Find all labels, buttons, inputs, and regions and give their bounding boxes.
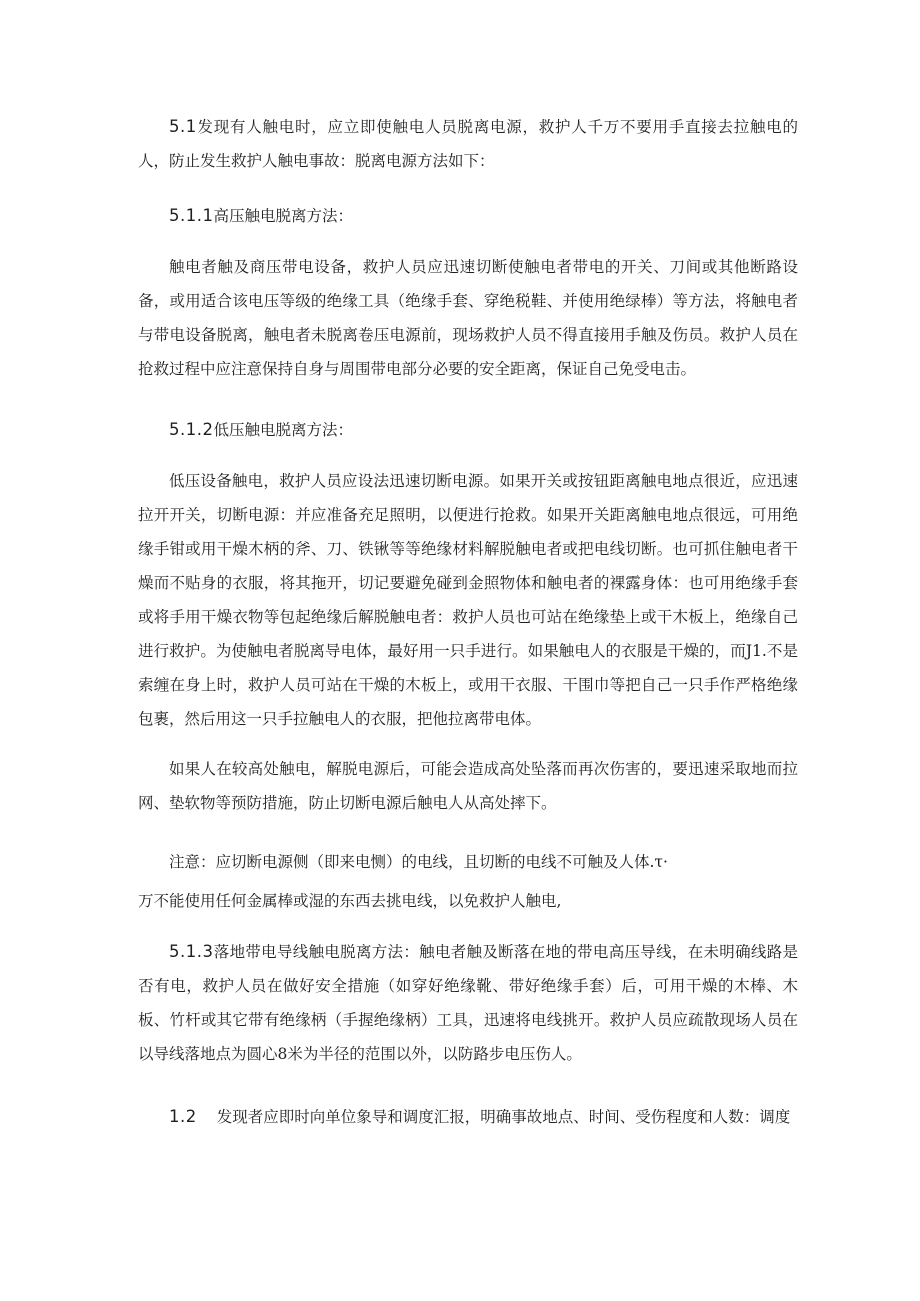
paragraph-text: 发现有人触电时，应立即使触电人员脱离电源，救护人千万不要用手直接去拉触电的人，防止发生救护人触电事故：脱离电源方法如下： — [138, 118, 798, 170]
section-number: 5.1.1 — [169, 206, 214, 225]
paragraph-5-1 — [138, 110, 798, 178]
paragraph-text: 如果人在较高处触电，解脱电源后，可能会造成高处坠落而再次伤害的，要迅速采取地而拉网、垫软物等预防措施，防止切断电源后触电人从高处摔下。 — [138, 760, 798, 812]
heading-5-1-2 — [138, 413, 798, 447]
paragraph-height — [138, 752, 798, 820]
heading-5-1-1 — [138, 199, 798, 233]
paragraph-text: 触电者触及商压带电设备，救护人员应迅速切断使触电者带电的开关、刀间或其他断路设备，或用适合该电压等级的绝缘工具（绝缘手套、穿绝税鞋、并使用绝绿棒）等方法，将触电者与带电设备脱离，触电者未脱离卷压电源前，现场救护人员不得直接用手触及伤员。救护人员在抢救过程中应注意保持自身与周围带电部分必要的安全距离，保证自己免受电击。 — [138, 258, 798, 378]
paragraph-low-voltage — [138, 464, 798, 736]
paragraph-text: 发现者应即时向单位象导和调度汇报，明确事故地点、时间、受伤程度和人数：调度 — [216, 1108, 791, 1126]
paragraph-text: 低压设备触电，救护人员应设法迅速切断电源。如果开关或按钮距离触电地点很近，应迅速拉开开关，切断电源：并应准备充足照明，以便进行抢救。如果开关距离触电地点很远，可用绝缘手钳或用干燥木柄的斧、刀、铁锹等等绝缘材料解脱触电者或把电线切断。也可抓住触电者干燥而不贴身的衣服，将其拖开，切记要避免碰到金照物体和触电者的裸露身体：也可用绝缘手套或将手用干燥衣物等包起绝缘后解脱触电者：救护人员也可站在绝缘垫上或干木板上，绝缘自己进行救护。为使触电者脱离导电体，最好用一只手进行。如果触电人的衣服是干燥的，而J1.不是索缠在身上时，救护人员可站在干燥的木板上，或用干衣服、干围巾等把自己一只手作严格绝缘包裹，然后用这一只手拉触电人的衣服，把他拉离带电体。 — [138, 472, 798, 728]
section-number: 5.1.2 — [169, 420, 214, 439]
paragraph-high-voltage — [138, 250, 798, 386]
section-number: 5.1.3 — [169, 942, 214, 961]
paragraph-note-continued — [138, 884, 798, 918]
section-number: 1.2 — [169, 1107, 197, 1126]
paragraph-5-1-3 — [138, 935, 798, 1071]
heading-text: 低压触电脱离方法： — [213, 421, 353, 439]
section-number: 5.1 — [169, 117, 197, 136]
paragraph-text: 落地带电导线触电脱离方法：触电者触及断落在地的带电高压导线，在未明确线路是否有电，救护人员在做好安全措施（如穿好绝缘靴、带好绝缘手套）后，可用干燥的木棒、木板、竹杆或其它带有绝缘柄（手握绝缘柄）工具，迅速将电线挑开。救护人员应疏散现场人员在以导线落地点为圆心8米为半径的范围以外，以防路步电压伤人。 — [138, 943, 798, 1063]
heading-text: 高压触电脱离方法： — [213, 207, 353, 225]
paragraph-note — [138, 845, 798, 879]
paragraph-text: 注意：应切断电源侧（即来电恻）的电线，且切断的电线不可触及人体.τ· — [169, 853, 668, 871]
paragraph-text: 万不能使用任何金属棒或湿的东西去挑电线，以免救护人触电, — [138, 892, 562, 910]
paragraph-1-2 — [138, 1100, 798, 1134]
